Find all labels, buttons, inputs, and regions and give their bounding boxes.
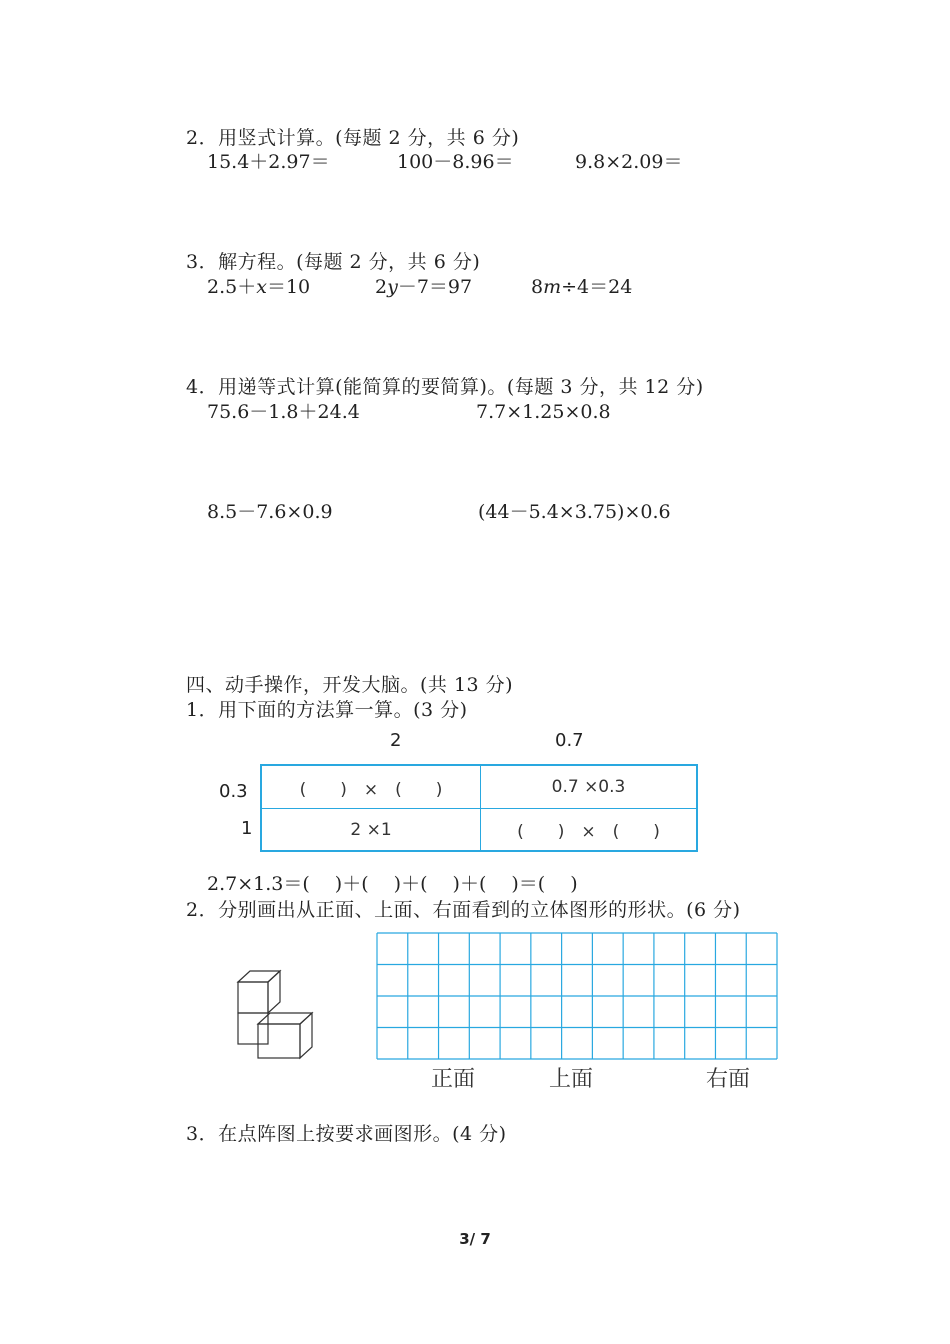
s4-q1-heading: 1．用下面的方法算一算。(3 分)	[186, 699, 468, 721]
cube-front-side	[300, 1013, 312, 1058]
cell-top-left[interactable]: ( ) × ( )	[299, 779, 443, 800]
view-label-right: 右面	[706, 1067, 751, 1092]
q3-equation-2: 2y－7＝97	[375, 276, 473, 298]
cube-upper-front	[238, 982, 268, 1013]
q3-equation-1: 2.5＋x＝10	[207, 276, 311, 298]
col-label-0-7: 0.7	[555, 730, 584, 751]
row-label-1: 1	[241, 818, 253, 839]
q4-problem-1: 75.6－1.8＋24.4	[207, 401, 360, 423]
q2-problem-2: 100－8.96＝	[397, 151, 514, 173]
q2-heading: 2．用竖式计算。(每题 2 分，共 6 分)	[186, 127, 520, 149]
q2-problem-3: 9.8×2.09＝	[575, 151, 683, 173]
cube-front-front	[258, 1024, 300, 1058]
cube-stack-figure	[226, 965, 326, 1065]
cell-bottom-right[interactable]: ( ) × ( )	[517, 822, 660, 842]
cell-bottom-left: 2 ×1	[350, 819, 392, 840]
row-label-0-3: 0.3	[219, 781, 248, 802]
q2-problem-1: 15.4＋2.97＝	[207, 151, 330, 173]
view-drawing-grid[interactable]	[376, 932, 780, 1062]
q4-problem-4: (44－5.4×3.75)×0.6	[478, 501, 671, 523]
view-label-top: 上面	[549, 1067, 594, 1092]
s4-q2-heading: 2．分别画出从正面、上面、右面看到的立体图形的形状。(6 分)	[186, 899, 741, 921]
col-label-2: 2	[390, 730, 402, 751]
area-model-table	[260, 764, 698, 852]
page-number: 3/ 7	[459, 1230, 491, 1248]
s4-q3-heading: 3．在点阵图上按要求画图形。(4 分)	[186, 1123, 507, 1145]
area-equation[interactable]: 2.7×1.3＝( )＋( )＋( )＋( )＝( )	[207, 873, 578, 895]
cube-front-top	[258, 1013, 312, 1024]
q4-problem-2: 7.7×1.25×0.8	[476, 401, 611, 423]
q4-heading: 4．用递等式计算(能简算的要简算)。(每题 3 分，共 12 分)	[186, 376, 704, 398]
q3-equation-3: 8m÷4＝24	[531, 276, 633, 298]
q3-heading: 3．解方程。(每题 2 分，共 6 分)	[186, 251, 481, 273]
cell-top-right: 0.7 ×0.3	[551, 777, 626, 797]
cube-lower-left-front	[238, 1013, 268, 1044]
section4-heading: 四、动手操作，开发大脑。(共 13 分)	[186, 674, 514, 696]
q4-problem-3: 8.5－7.6×0.9	[207, 501, 333, 523]
view-label-front: 正面	[431, 1067, 476, 1092]
cube-upper-side	[268, 971, 280, 1013]
